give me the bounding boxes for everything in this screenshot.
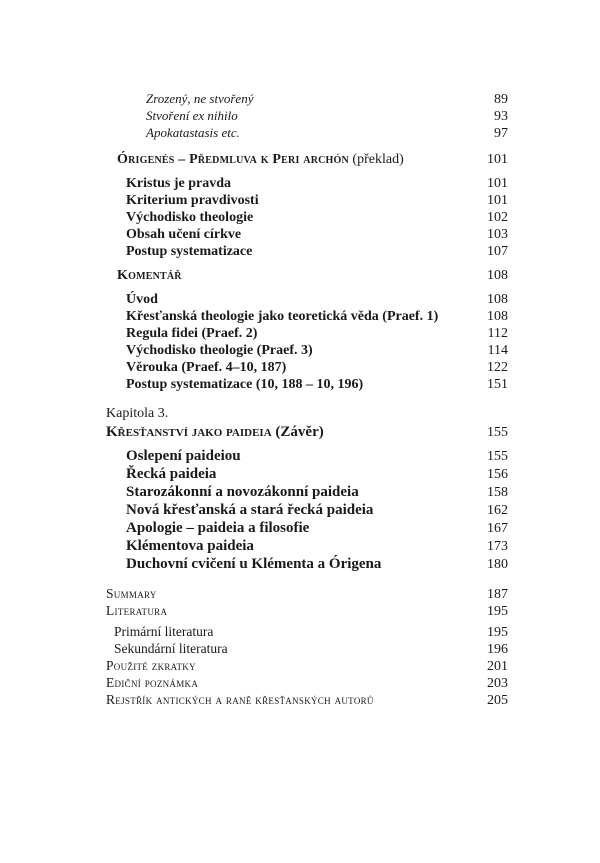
toc-entry bbox=[126, 193, 508, 209]
toc-entry-page: 93 bbox=[494, 109, 508, 124]
toc-entry-page: 114 bbox=[487, 343, 508, 358]
section-title: Órigenés – Předmluva k Peri archón bbox=[117, 152, 349, 167]
toc-entry bbox=[126, 448, 508, 465]
toc-entry-page: 187 bbox=[487, 587, 508, 602]
toc-entry bbox=[106, 692, 508, 709]
toc-entry-title: Řecká paideia bbox=[126, 466, 217, 482]
toc-entry-page: 156 bbox=[487, 467, 508, 482]
toc-entry-title: Východisko theologie bbox=[126, 210, 254, 225]
toc-entry bbox=[106, 603, 508, 620]
toc-entry-title: Duchovní cvičení u Klémenta a Órigena bbox=[126, 556, 382, 572]
toc-entry bbox=[146, 125, 508, 142]
toc-entry-page: 101 bbox=[487, 193, 508, 208]
toc-entry-page: 107 bbox=[487, 244, 508, 259]
toc-entry-page: 195 bbox=[487, 625, 508, 640]
toc-entry-page: 101 bbox=[487, 176, 508, 191]
toc-entry-title: Věrouka (Praef. 4–10, 187) bbox=[126, 360, 287, 375]
toc-section-heading bbox=[117, 152, 508, 168]
toc-entry-title: Starozákonní a novozákonní paideia bbox=[126, 484, 359, 500]
toc-entry-page: 122 bbox=[487, 360, 508, 375]
toc-entry bbox=[126, 520, 508, 537]
toc-entry bbox=[126, 556, 508, 573]
toc-entry bbox=[126, 309, 508, 325]
toc-entry-page: 155 bbox=[487, 425, 508, 440]
section-title-suffix: (překlad) bbox=[348, 152, 404, 167]
toc-entry bbox=[126, 484, 508, 501]
toc-entry bbox=[146, 91, 508, 108]
toc-entry-title: Sekundární literatura bbox=[114, 641, 228, 656]
toc-chapter-heading bbox=[106, 423, 508, 441]
toc-entry bbox=[126, 210, 508, 226]
toc-entry-page: 180 bbox=[487, 557, 508, 572]
toc-entry-page: 101 bbox=[487, 152, 508, 167]
chapter-title: Křesťanství jako paideia bbox=[106, 424, 272, 440]
toc-entry-page: 195 bbox=[487, 604, 508, 619]
toc-entry-title: Postup systematizace (10, 188 – 10, 196) bbox=[126, 377, 364, 392]
toc-entry bbox=[114, 624, 508, 641]
toc-entry-page: 196 bbox=[487, 642, 508, 657]
toc-entry-page: 102 bbox=[487, 210, 508, 225]
toc-entry bbox=[126, 244, 508, 260]
toc-entry-title: Literatura bbox=[106, 603, 168, 618]
toc-entry bbox=[106, 675, 508, 692]
toc-entry-title: Úvod bbox=[126, 292, 158, 307]
section-title: Komentář bbox=[117, 268, 182, 283]
toc-entry-page: 108 bbox=[487, 292, 508, 307]
toc-entry-title: Nová křesťanská a stará řecká paideia bbox=[126, 502, 374, 518]
toc-entry-title: Křesťanská theologie jako teoretická věda (Praef. 1) bbox=[126, 309, 439, 324]
toc-entry-page: 97 bbox=[494, 126, 508, 141]
toc-entry bbox=[126, 326, 508, 342]
toc-entry-page: 89 bbox=[494, 92, 508, 107]
toc-entry-title: Rejstřík antických a raně křesťanských autorů bbox=[106, 692, 374, 707]
toc-entry-title: Kristus je pravda bbox=[126, 176, 231, 191]
toc-section-heading bbox=[117, 268, 508, 284]
toc-entry-title: Kriterium pravdivosti bbox=[126, 193, 259, 208]
toc-entry bbox=[126, 538, 508, 555]
toc-entry bbox=[106, 586, 508, 603]
toc-entry-title: Regula fidei (Praef. 2) bbox=[126, 326, 258, 341]
toc-entry-page: 155 bbox=[487, 449, 508, 464]
toc-entry bbox=[126, 343, 508, 359]
toc-entry bbox=[126, 466, 508, 483]
toc-entry-page: 158 bbox=[487, 485, 508, 500]
toc-entry-title: Stvoření ex nihilo bbox=[146, 108, 238, 123]
toc-entry-page: 173 bbox=[487, 539, 508, 554]
toc-entry-title: Klémentova paideia bbox=[126, 538, 254, 554]
toc-entry-title: Ediční poznámka bbox=[106, 675, 199, 690]
toc-entry-page: 203 bbox=[487, 676, 508, 691]
toc-entry-page: 201 bbox=[487, 659, 508, 674]
chapter-title-suffix: (Závěr) bbox=[271, 424, 324, 440]
toc-entry bbox=[114, 641, 508, 658]
toc-entry bbox=[126, 227, 508, 243]
toc-entry-title: Primární literatura bbox=[114, 624, 214, 639]
toc-entry bbox=[146, 108, 508, 125]
toc-entry-title: Použité zkratky bbox=[106, 658, 196, 673]
toc-entry-title: Apokatastasis etc. bbox=[146, 125, 240, 140]
toc-entry-page: 108 bbox=[487, 268, 508, 283]
toc-entry-page: 151 bbox=[487, 377, 508, 392]
toc-entry-page: 103 bbox=[487, 227, 508, 242]
toc-entry-title: Summary bbox=[106, 586, 157, 601]
toc-entry-page: 167 bbox=[487, 521, 508, 536]
toc-entry-title: Postup systematizace bbox=[126, 244, 253, 259]
toc-entry-title: Oslepení paideiou bbox=[126, 448, 241, 464]
toc-entry bbox=[126, 176, 508, 192]
toc-entry bbox=[126, 292, 508, 308]
toc-entry-page: 108 bbox=[487, 309, 508, 324]
toc-entry bbox=[106, 658, 508, 675]
toc-entry-page: 205 bbox=[487, 693, 508, 708]
chapter-label: Kapitola 3. bbox=[106, 406, 169, 421]
toc-entry-title: Zrozený, ne stvořený bbox=[146, 91, 254, 106]
toc-entry-title: Východisko theologie (Praef. 3) bbox=[126, 343, 313, 358]
toc-entry-title: Obsah učení církve bbox=[126, 227, 242, 242]
toc-entry-title: Apologie – paideia a filosofie bbox=[126, 520, 310, 536]
toc-entry-page: 162 bbox=[487, 503, 508, 518]
toc-entry-page: 112 bbox=[487, 326, 508, 341]
toc-entry bbox=[126, 502, 508, 519]
toc-entry bbox=[126, 360, 508, 376]
toc-entry bbox=[126, 377, 508, 393]
